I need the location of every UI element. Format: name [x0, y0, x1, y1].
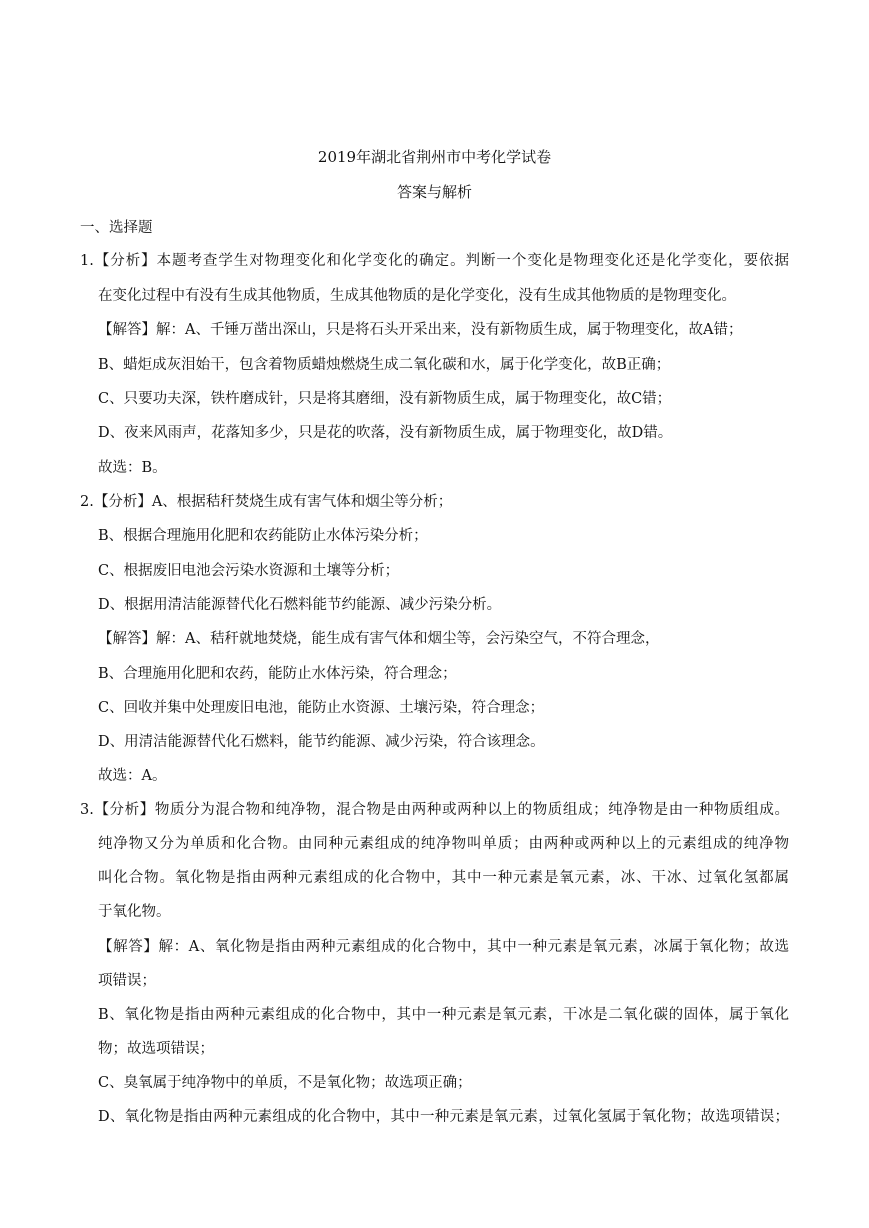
section-heading: 一、选择题: [80, 220, 153, 236]
q3-answer-line3: B、氧化物是指由两种元素组成的化合物中，其中一种元素是氧元素，干冰是二氧化碳的固体，属于氧化: [98, 1007, 789, 1023]
document-subtitle: 答案与解析: [396, 183, 472, 201]
q3-analysis-line1: 3.【分析】物质分为混合物和纯净物，混合物是由两种或两种以上的物质组成；纯净物是由一种物质组成。: [80, 802, 789, 818]
q2-answer-line3: C、回收并集中处理废旧电池，能防止水资源、土壤污染，符合理念；: [98, 700, 545, 716]
q3-answer-line6: D、氧化物是指由两种元素组成的化合物中，其中一种元素是氧元素，过氧化氢属于氧化物；故选项错误；: [98, 1109, 789, 1125]
q1-answer-line4: D、夜来风雨声，花落知多少，只是花的吹落，没有新物质生成，属于物理变化，故D错。: [98, 425, 673, 441]
q2-analysis-line1: 2.【分析】A、根据秸秆焚烧生成有害气体和烟尘等分析；: [80, 494, 453, 510]
q2-answer-line4: D、用清洁能源替代化石燃料，能节约能源、减少污染，符合该理念。: [98, 734, 545, 750]
q2-choice: 故选：A。: [98, 768, 167, 784]
q3-analysis-line2: 纯净物又分为单质和化合物。由同种元素组成的纯净物叫单质；由两种或两种以上的元素组成的纯净物: [98, 836, 789, 852]
q3-answer-line2: 项错误；: [98, 973, 156, 989]
q2-analysis-line3: C、根据废旧电池会污染水资源和土壤等分析；: [98, 563, 400, 579]
q1-choice: 故选：B。: [98, 460, 167, 476]
q3-answer-line1: 【解答】解：A、氧化物是指由两种元素组成的化合物中，其中一种元素是氧元素，冰属于氧化物；故选: [98, 939, 789, 955]
q1-analysis-line1: 1.【分析】本题考查学生对物理变化和化学变化的确定。判断一个变化是物理变化还是化学变化，要依据: [80, 253, 789, 269]
q2-analysis-line2: B、根据合理施用化肥和农药能防止水体污染分析；: [98, 528, 428, 544]
q1-answer-line2: B、蜡炬成灰泪始干，包含着物质蜡烛燃烧生成二氧化碳和水，属于化学变化，故B正确；: [98, 357, 671, 373]
q1-answer-line3: C、只要功夫深，铁杵磨成针，只是将其磨细，没有新物质生成，属于物理变化，故C错；: [98, 391, 672, 407]
q3-analysis-line4: 于氧化物。: [98, 904, 171, 920]
q3-answer-line5: C、臭氧属于纯净物中的单质，不是氧化物；故选项正确；: [98, 1075, 472, 1091]
q1-answer-line1: 【解答】解：A、千锤万凿出深山，只是将石头开采出来，没有新物质生成，属于物理变化，故A错；: [98, 322, 743, 338]
q1-analysis-line2: 在变化过程中有没有生成其他物质，生成其他物质的是化学变化，没有生成其他物质的是物理变化。: [98, 288, 736, 304]
document-title: 2019年湖北省荆州市中考化学试卷: [317, 148, 552, 166]
q3-analysis-line3: 叫化合物。氧化物是指由两种元素组成的化合物中，其中一种元素是氧元素，冰、干冰、过氧化氢都属: [98, 870, 789, 886]
q2-analysis-line4: D、根据用清洁能源替代化石燃料能节约能源、减少污染分析。: [98, 597, 502, 613]
q3-answer-line4: 物；故选项错误；: [98, 1041, 214, 1057]
q2-answer-line2: B、合理施用化肥和农药，能防止水体污染，符合理念；: [98, 666, 457, 682]
q2-answer-line1: 【解答】解：A、秸秆就地焚烧，能生成有害气体和烟尘等，会污染空气，不符合理念，: [98, 631, 660, 647]
